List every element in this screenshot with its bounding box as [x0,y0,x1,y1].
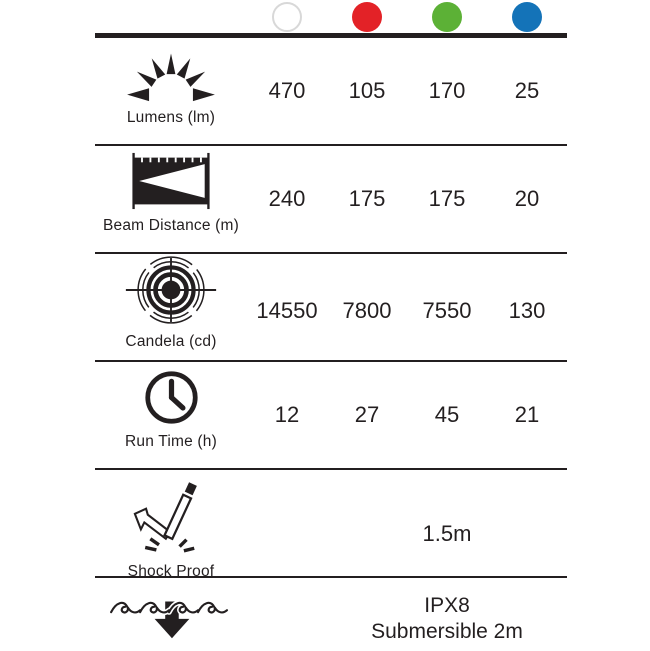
candela-white-value: 14550 [256,298,318,323]
submersible-waves-icon [108,588,234,644]
spec-row-shock-proof [95,470,567,578]
beam-green-value: 175 [428,186,466,211]
spec-row-run-time [95,362,567,470]
lumens-green-value: 170 [428,78,466,103]
beam-white-value: 240 [268,186,306,211]
run-time-icon-cell [95,362,247,468]
shock-impact-icon [121,470,221,556]
red-mode-dot-icon [352,2,382,32]
mode-color-header [95,0,567,38]
candela-green-value: 7550 [422,298,472,323]
beam-blue-value: 20 [514,186,540,211]
green-mode-dot-icon [432,2,462,32]
spec-row-lumens [95,38,567,146]
spec-row-candela [95,254,567,362]
lumens-label: Lumens (lm) [126,109,216,126]
blue-mode-dot-icon [512,2,542,32]
candela-label: Candela (cd) [125,333,217,350]
candela-red-value: 7800 [342,298,392,323]
submersible-icon-cell [95,578,247,651]
candela-target-icon [124,254,218,326]
clock-icon [143,369,200,426]
submersible-depth-text: Submersible 2m [371,620,523,643]
candela-icon-cell [95,254,247,368]
lumens-blue-value: 25 [514,78,540,103]
beam-distance-icon [130,152,212,210]
white-mode-dot-icon [272,2,302,32]
run-time-red-value: 27 [354,402,380,427]
flashlight-spec-table [95,0,567,650]
beam-distance-label: Beam Distance (m) [102,217,240,234]
beam-red-value: 175 [348,186,386,211]
waterproof-rating [327,578,567,651]
ipx-rating-text: IPX8 [424,594,470,617]
run-time-label: Run Time (h) [125,433,217,450]
lumens-white-value: 470 [268,78,306,103]
sun-rays-icon [125,38,217,102]
beam-icon-cell [95,146,247,252]
run-time-white-value: 12 [274,402,300,427]
lumens-red-value: 105 [348,78,386,103]
run-time-green-value: 45 [434,402,460,427]
candela-blue-value: 130 [508,298,546,323]
run-time-blue-value: 21 [514,402,540,427]
shock-proof-value: 1.5m [422,521,472,546]
shock-proof-label: Shock Proof [127,563,215,580]
spec-row-submersible [95,578,567,650]
lumens-icon-cell [95,38,247,144]
spec-row-beam-distance [95,146,567,254]
